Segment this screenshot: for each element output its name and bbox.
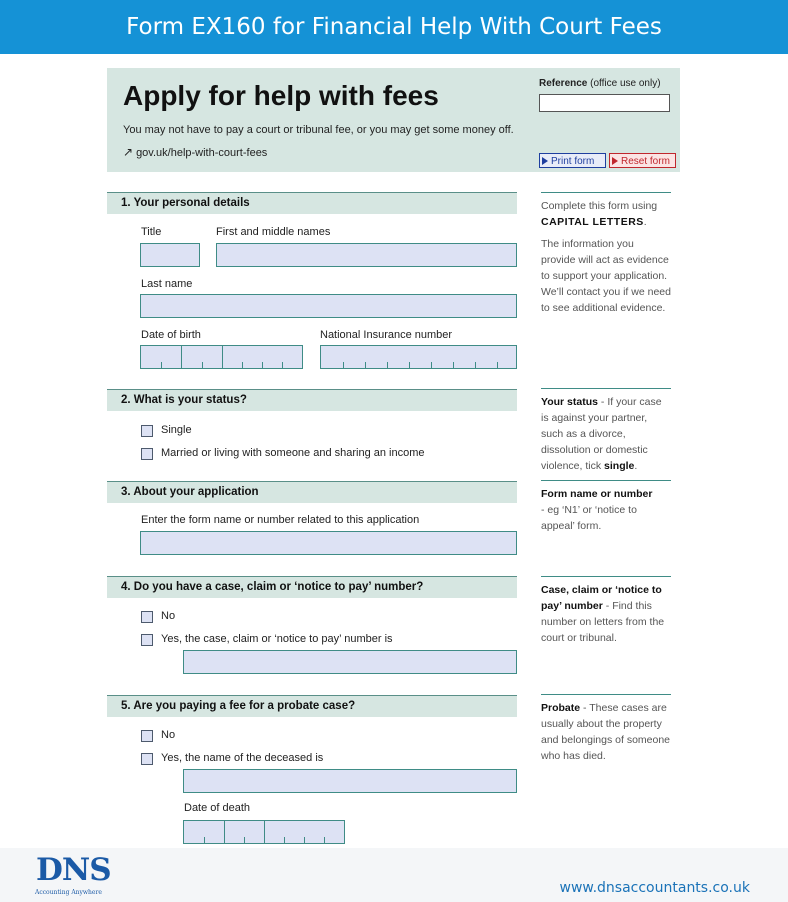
logo-tagline: Accounting Anywhere [35, 889, 102, 896]
note-3-title: Form name or number [541, 488, 653, 500]
banner-title: Form EX160 for Financial Help With Court Fees [126, 14, 662, 40]
last-name-input[interactable] [140, 294, 517, 318]
title-input[interactable] [140, 243, 200, 267]
website-link[interactable]: www.dnsaccountants.co.uk [559, 880, 750, 896]
application-form-label: Enter the form name or number related to this application [141, 514, 420, 526]
married-label: Married or living with someone and sharing an income [161, 447, 425, 459]
page-subtitle: You may not have to pay a court or tribunal fee, or you may get some money off. [123, 124, 514, 136]
case-number-input[interactable] [183, 650, 517, 674]
probate-yes-checkbox[interactable] [141, 753, 153, 765]
reset-form-button[interactable] [609, 153, 676, 168]
note-1-text-b: The information you provide will act as evidence to support your application. We’ll contact you if we need to see additional evidence. [541, 238, 671, 314]
dod-label: Date of death [184, 802, 251, 814]
note-form-name [541, 480, 671, 534]
note-2-text: - If your case is against your partner, such as a divorce, dissolution or domestic violence, tick [541, 396, 662, 472]
note-status: Your status - If your case is against your partner, such as a divorce, dissolution or domestic violence, tick single. [541, 388, 671, 474]
single-label: Single [161, 424, 192, 436]
single-checkbox[interactable] [141, 425, 153, 437]
application-form-input[interactable] [140, 531, 517, 555]
note-2-title: Your status [541, 396, 598, 408]
reset-form-label: Reset form [621, 156, 670, 167]
probate-no-checkbox[interactable] [141, 730, 153, 742]
note-2-single: single [604, 460, 635, 472]
section-4-heading: 4. Do you have a case, claim or ‘notice to pay’ number? [107, 576, 517, 598]
note-case-number [541, 576, 671, 646]
note-5-text: - These cases are usually about the property and belongings of someone who has died. [541, 702, 671, 762]
first-names-input[interactable] [216, 243, 517, 267]
reset-arrow-icon [612, 157, 618, 165]
deceased-name-input[interactable] [183, 769, 517, 793]
help-link-text[interactable]: gov.uk/help-with-court-fees [136, 147, 268, 159]
section-3-heading: 3. About your application [107, 481, 517, 503]
section-5-heading: 5. Are you paying a fee for a probate case? [107, 695, 517, 717]
dob-label: Date of birth [141, 329, 201, 341]
note-3-text: - eg ‘N1’ or ‘notice to appeal’ form. [541, 504, 637, 532]
reference-note: (office use only) [590, 78, 661, 89]
reference-input[interactable] [539, 94, 670, 112]
ni-number-input[interactable] [320, 345, 517, 369]
dob-input[interactable] [140, 345, 303, 369]
print-form-button[interactable] [539, 153, 606, 168]
case-yes-checkbox[interactable] [141, 634, 153, 646]
ni-label: National Insurance number [320, 329, 453, 341]
dns-logo: DNS [36, 852, 111, 888]
dod-input[interactable] [183, 820, 345, 844]
cursor-icon: ↗ [123, 145, 134, 159]
reference-label-text: Reference [539, 78, 588, 89]
title-label: Title [141, 226, 162, 238]
print-arrow-icon [542, 157, 548, 165]
note-5-title: Probate [541, 702, 581, 714]
section-2-heading: 2. What is your status? [107, 389, 517, 411]
note-capital-letters: Complete this form using CAPITAL LETTERS. The information you provide will act as evidence to support your application. We’ll contact you if we need to see additional evidence. [541, 192, 671, 316]
print-form-label: Print form [551, 156, 595, 167]
first-names-label: First and middle names [216, 226, 331, 238]
note-4-text: - Find this number on letters from the court or tribunal. [541, 600, 665, 644]
note-4-title: Case, claim or ‘notice to pay’ number [541, 584, 662, 612]
help-link[interactable] [123, 145, 267, 159]
case-no-label: No [161, 610, 176, 622]
last-name-label: Last name [141, 278, 193, 290]
note-probate [541, 694, 671, 764]
reference-label [539, 78, 661, 89]
probate-no-label: No [161, 729, 176, 741]
note-1-text-a: Complete this form using [541, 200, 658, 212]
married-checkbox[interactable] [141, 448, 153, 460]
note-1-caps: CAPITAL LETTERS [541, 216, 644, 228]
page-title: Apply for help with fees [123, 80, 439, 111]
probate-yes-label: Yes, the name of the deceased is [161, 752, 324, 764]
case-yes-label: Yes, the case, claim or ‘notice to pay’ number is [161, 633, 393, 645]
section-1-heading: 1. Your personal details [107, 192, 517, 214]
case-no-checkbox[interactable] [141, 611, 153, 623]
banner [0, 0, 788, 54]
